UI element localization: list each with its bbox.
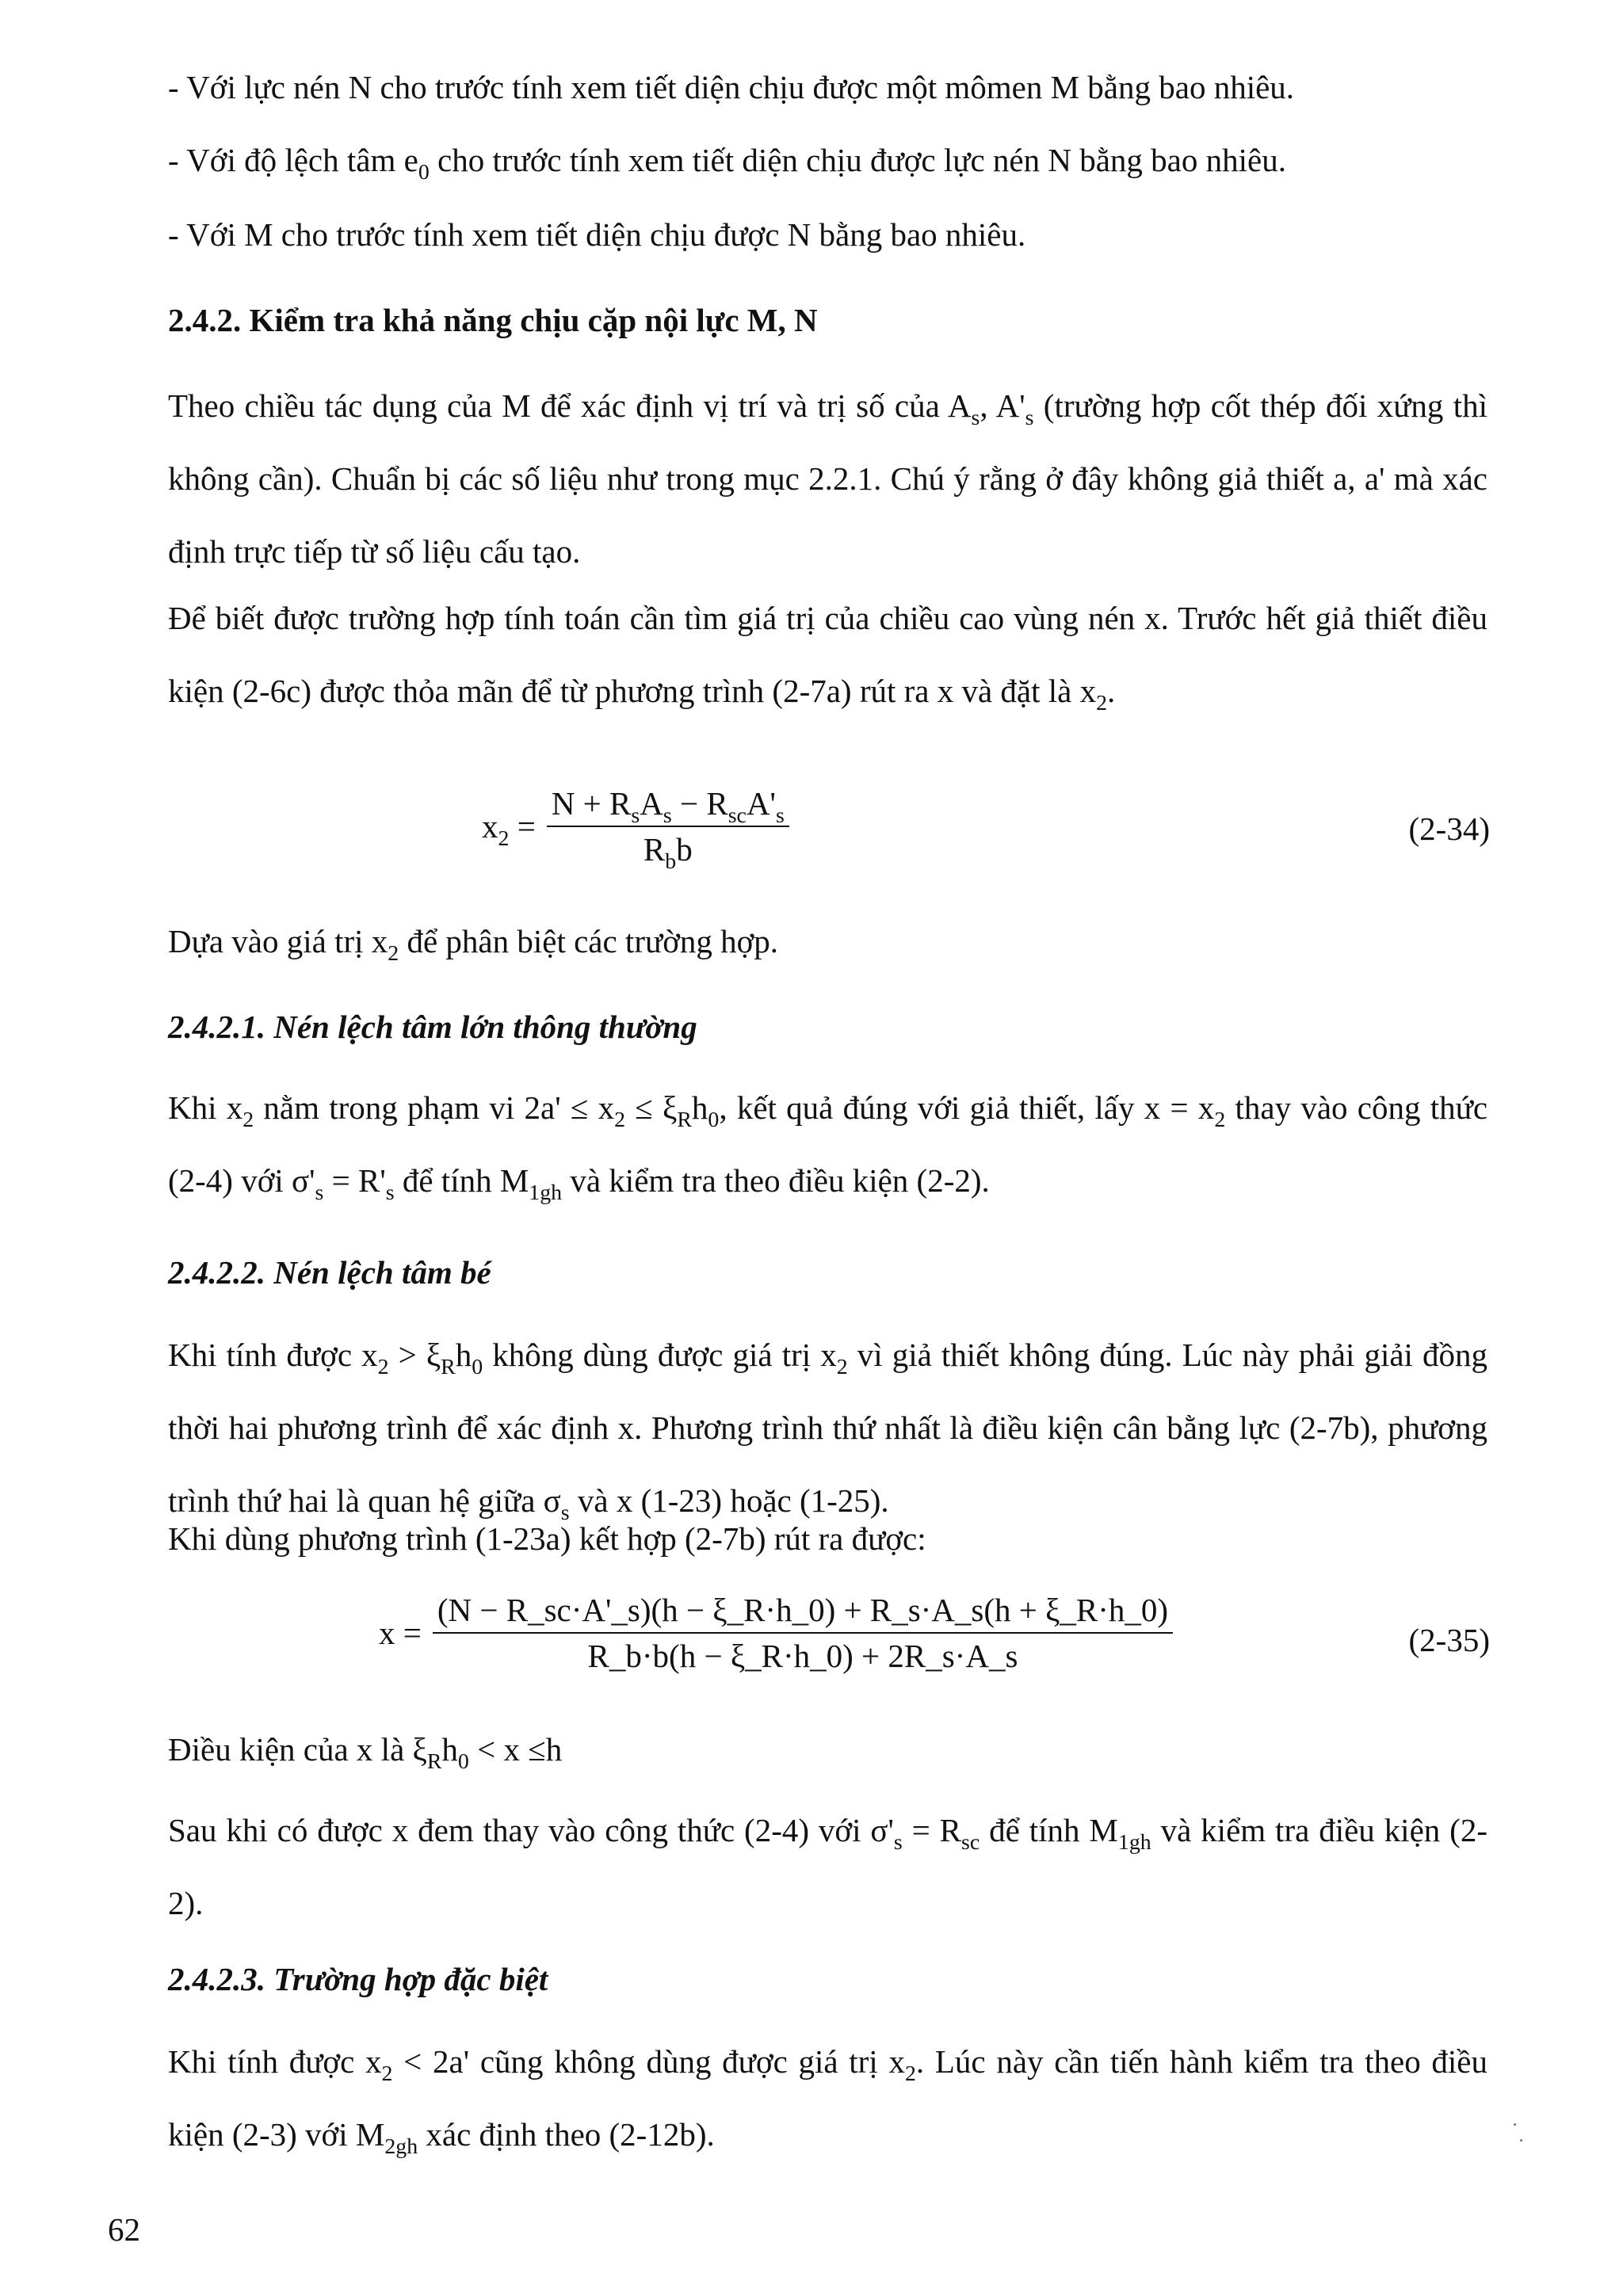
paragraph-substitute-x: Sau khi có được x đem thay vào công thức (2-4) với $\sigma'_s = R_{sc}$ để tính $M_{1gh}$ và kiểm tra điều kiện (2-2). <box>168 1812 1487 1921</box>
section-heading-2-4-2: 2.4.2. Kiểm tra khả năng chịu cặp nội lực M, N <box>168 302 818 338</box>
scan-speck <box>1520 2139 1522 2142</box>
equation-2-34: $x_2$ = $\frac{N + R_sA_s - R_{sc}A'_s}{R_bb}$ <box>482 784 789 868</box>
paragraph-compression-zone: Để biết được trường hợp tính toán cần tìm giá trị của chiều cao vùng nén x. Trước hết giả thiết điều kiện (2-6c) được thỏa mãn để từ phương trình (2-7a) rút ra x và đặt là $x_2$. <box>168 600 1487 715</box>
fraction-2-35: $\frac{(N - R\_sc\cdot A'\_s)(h - \xi\_R\cdot h\_0) + R\_s\cdot A\_s(h + \xi\_R\cdot h\_0)}{R\_b\cdot b(h - \xi\_R\cdot h\_0) + 2R\_s\cdot A\_s}$ <box>433 1591 1173 1675</box>
fraction-2-34: $\frac{N + R_sA_s - R_{sc}A'_s}{R_bb}$ <box>547 784 789 868</box>
equation-2-35: x = $\frac{(N - R\_sc\cdot A'\_s)(h - \xi\_R\cdot h\_0) + R\_s\cdot A\_s(h + \xi\_R\cdot h\_0)}{R\_b\cdot b(h - \xi\_R\cdot h\_0) + 2R\_s\cdot A\_s}$ <box>379 1591 1173 1675</box>
paragraph-distinguish-cases: Dựa vào giá trị $x_2$ để phân biệt các trường hợp. <box>168 923 779 966</box>
equation-number-2-34: (2-34) <box>1408 810 1490 847</box>
bullet-1: - Với lực nén N cho trước tính xem tiết diện chịu được một mômen M bằng bao nhiêu. <box>168 69 1295 105</box>
section-heading-2-4-2-2: 2.4.2.2. Nén lệch tâm bé <box>168 1254 491 1291</box>
section-heading-2-4-2-3: 2.4.2.3. Trường hợp đặc biệt <box>168 1961 548 1997</box>
bullet-2: - Với độ lệch tâm $e_0$ cho trước tính xem tiết diện chịu được lực nén N bằng bao nhiêu. <box>168 142 1286 185</box>
paragraph-small-eccentricity: Khi tính được $x_2 > \xi_Rh_0$ không dùng được giá trị $x_2$ vì giả thiết không đúng. Lúc này phải giải đồng thời hai phương trình để xác định x. Phương trình thứ nhất là điều kiện cân bằng lực (2-7b), phương trình thứ hai là quan hệ giữa $\sigma_s$ và x (1-23) hoặc (1-25). <box>168 1337 1488 1525</box>
bullet-3: - Với M cho trước tính xem tiết diện chịu được N bằng bao nhiêu. <box>168 216 1026 253</box>
paragraph-special-case: Khi tính được $x_2 < 2a'$ cũng không dùng được giá trị $x_2$. Lúc này cần tiến hành kiểm tra theo điều kiện (2-3) với $M_{2gh}$ xác định theo (2-12b). <box>168 2043 1487 2159</box>
paragraph-x-condition: Điều kiện của x là $\xi_Rh_0 < x \le h$ <box>168 1731 563 1774</box>
paragraph-large-eccentricity: Khi $x_2$ nằm trong phạm vi $2a' \le x_2 \le \xi_Rh_0$, kết quả đúng với giả thiết, lấy $x = x_2$ thay vào công thức (2-4) với $\sigma'_s = R'_s$ để tính $M_{1gh}$ và kiểm tra theo điều kiện (2-2). <box>168 1089 1488 1205</box>
equation-number-2-35: (2-35) <box>1408 1622 1490 1658</box>
page-number: 62 <box>108 2211 140 2248</box>
section-heading-2-4-2-1: 2.4.2.1. Nén lệch tâm lớn thông thường <box>168 1009 697 1045</box>
paragraph-reinforcement-position: Theo chiều tác dụng của M để xác định vị trí và trị số của $A_s$, $A'_s$ (trường hợp cốt thép đối xứng thì không cần). Chuẩn bị các số liệu như trong mục 2.2.1. Chú ý rằng ở đây không giả thiết a, a' mà xác định trực tiếp từ số liệu cấu tạo. <box>168 387 1488 570</box>
scan-speck <box>1514 2123 1516 2126</box>
paragraph-equation-intro: Khi dùng phương trình (1-23a) kết hợp (2-7b) rút ra được: <box>168 1520 926 1557</box>
